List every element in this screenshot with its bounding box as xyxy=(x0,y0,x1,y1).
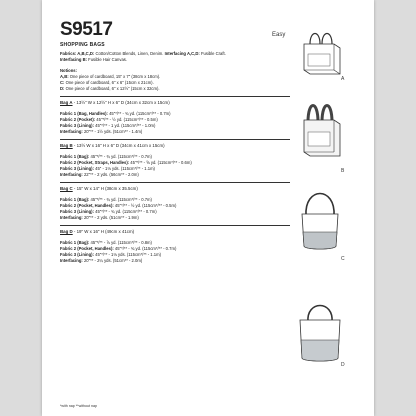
bag-d-heading: Bag D - 19" W x 16" H (49cm x 41cm) xyxy=(60,229,135,234)
figure-label-b: B xyxy=(341,168,345,174)
bag-d-fabric-line: Fabric 3 (Lining): 45"*/** - 1⅛ yds. (115cm*/** - 1.1m) xyxy=(60,252,162,257)
figure-label-d: D xyxy=(341,362,345,368)
bag-c-illustration xyxy=(290,176,350,256)
pattern-title: SHOPPING BAGS xyxy=(60,42,105,48)
pattern-code: S9517 xyxy=(60,19,113,40)
notion-item: A,B: One piece of cardboard, 15" x 7" (38cm x 18cm). xyxy=(60,74,161,79)
bag-c-fabric-line: Fabric 3 (Lining): 45"*/** - ¾ yd. (115cm*/** - 0.7m) xyxy=(60,209,157,214)
bag-b-fabric-line: Fabric 3 (Lining): 45" - 1⅛ yds. (115cm*/** - 1.1m) xyxy=(60,166,155,171)
figure-label-a: A xyxy=(341,76,345,82)
bag-b-illustration xyxy=(290,92,350,162)
bag-c-fabric-line: Fabric 1 (Bag): 45"*/** - ¾ yd. (115cm*/** - 0.7m) xyxy=(60,197,152,202)
bag-b-heading: Bag B - 13½ W x 16" H x 6" D (34cm x 41cm x 15cm) xyxy=(60,143,165,148)
notion-item: C: One piece of cardboard, 6" x 6" (15cm x 21cm). xyxy=(60,80,154,85)
figure-label-c: C xyxy=(341,256,345,262)
nap-footnote: *with nap **without nap xyxy=(60,404,97,408)
bag-a-fabric-line: Interfacing: 20"** - 1½ yds. (51cm** - 1.4m) xyxy=(60,129,143,134)
notions-heading: Notions: xyxy=(60,68,77,73)
bag-d-fabric-line: Fabric 2 (Pocket, Handles): 45"*/** - ¾ yd. (115cm*/** - 0.7m) xyxy=(60,246,177,251)
interfacing-acd-label: Interfacing A,C,D: xyxy=(164,51,200,56)
bag-b-fabric-line: Fabric 2 (Pocket, Straps, Handles): 45"*/** - ⅝ yd. (115cm*/** - 0.6m) xyxy=(60,160,192,165)
interfacing-b-label: Interfacing B: xyxy=(60,57,87,62)
bag-a-fabric-line: Fabric 1 (Bag, Handles): 45"*/** - ¾ yd. (115cm*/** - 0.7m) xyxy=(60,111,171,116)
bag-c-heading: Bag C - 15" W x 14" H (38cm x 35.5cm) xyxy=(60,186,138,191)
bag-a-illustration xyxy=(290,22,350,82)
bag-a-heading: Bag A - 13½" W x 12½" H x 6" D (34cm x 32cm x 15cm) xyxy=(60,100,170,105)
pattern-envelope-back xyxy=(42,0,374,416)
notion-item: D: One piece of cardboard, 6" x 12½" (15cm x 32cm). xyxy=(60,86,160,91)
interfacing-b-text: Fusible Hair Canvas. xyxy=(87,57,128,62)
difficulty-label: Easy xyxy=(272,32,286,38)
divider xyxy=(60,225,290,226)
bag-d-fabric-line: Fabric 1 (Bag): 45"*/** - ⅞ yd. (115cm*/** - 0.8m) xyxy=(60,240,152,245)
divider xyxy=(60,182,290,183)
bag-b-fabric-line: Fabric 1 (Bag): 45"*/** - ¾ yd. (115cm*/** - 0.7m) xyxy=(60,154,152,159)
bag-a-fabric-line: Fabric 2 (Pocket): 45"*/** - ½ yd. (115cm*/** - 0.5m) xyxy=(60,117,158,122)
divider xyxy=(60,139,290,140)
requirements-text xyxy=(60,20,290,264)
fabrics-text: Cotton/Cotton Blends, Linen, Denim. xyxy=(94,51,165,56)
bag-d-illustration xyxy=(290,290,350,370)
interfacing-acd-text: Fusible Craft. xyxy=(199,51,226,56)
bag-b-fabric-line: Interfacing: 22"** - 2 yds. (56cm** - 2.0m) xyxy=(60,172,139,177)
bag-d-fabric-line: Interfacing: 20"** - 2¼ yds. (51cm** - 2.0m) xyxy=(60,258,143,263)
bag-c-fabric-line: Fabric 2 (Pocket, Handles): 45"*/** - ½ yd. (115cm*/** - 0.5m) xyxy=(60,203,177,208)
bag-a-fabric-line: Fabric 3 (Lining): 45"*/** - 1 yd. (115cm*/** - 1.0m) xyxy=(60,123,156,128)
bag-c-fabric-line: Interfacing: 20"** - 2 yds. (51cm** - 1.9m) xyxy=(60,215,139,220)
fabrics-label: Fabrics: A,B,C,D: xyxy=(60,51,95,56)
divider xyxy=(60,96,290,97)
